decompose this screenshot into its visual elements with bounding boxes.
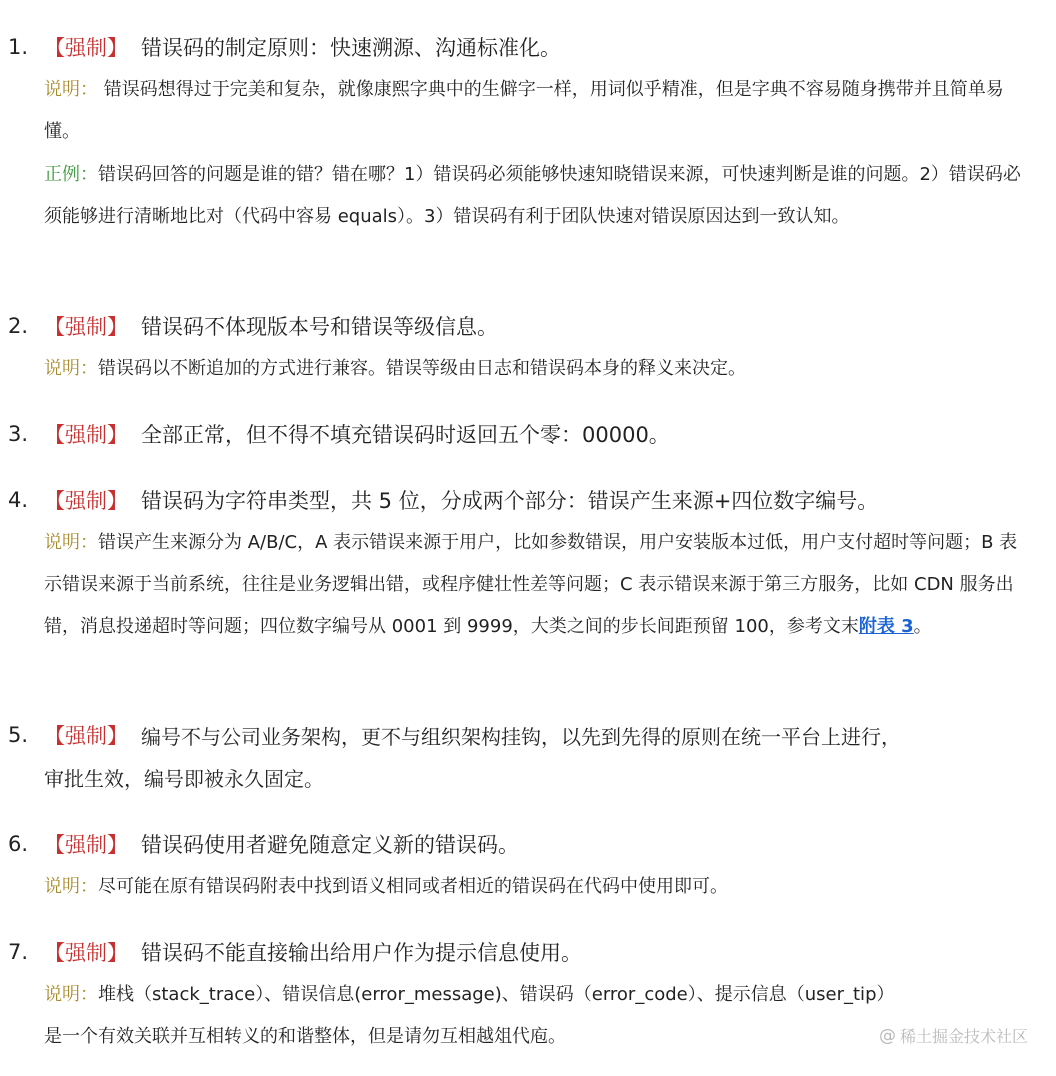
rule-note — [44, 866, 1028, 908]
watermark — [879, 1024, 1028, 1047]
note-text: 错误码想得过于完美和复杂，就像康熙字典中的生僻字一样，用词似乎精准，但是字典不容易随身携带并且简单易懂。 — [44, 79, 1004, 142]
note-label: 说明： — [44, 876, 98, 897]
rule-title-line-1: 编号不与公司业务架构，更不与组织架构挂钩，以先到先得的原则在统一平台上进行， — [141, 724, 901, 749]
rule-number: 5. — [8, 723, 29, 747]
mandatory-tag: 【强制】 — [44, 315, 128, 339]
note-label: 说明： — [44, 358, 98, 379]
mandatory-tag: 【强制】 — [44, 36, 128, 60]
note-label: 说明： — [44, 532, 98, 553]
rule-title: 错误码的制定原则：快速溯源、沟通标准化。 — [141, 36, 561, 60]
rule-note — [44, 69, 1028, 153]
rule-title: 错误码使用者避免随意定义新的错误码。 — [141, 833, 519, 857]
watermark-at-icon: @ — [878, 1025, 896, 1046]
appendix-link[interactable]: 附表 3 — [858, 616, 914, 637]
note-text: 堆栈（stack_trace）、错误信息(error_message)、错误码（error_code）、提示信息（user_tip）是一个有效关联并互相转义的和谐整体，但是请勿互相越俎代庖。 — [44, 984, 895, 1047]
rule-note — [44, 974, 896, 1058]
rule-number: 7. — [8, 940, 29, 964]
rule-title: 错误码为字符串类型，共 5 位，分成两个部分：错误产生来源+四位数字编号。 — [141, 489, 879, 513]
rule-title: 错误码不能直接输出给用户作为提示信息使用。 — [141, 941, 582, 965]
note-text: 错误码以不断追加的方式进行兼容。错误等级由日志和错误码本身的释义来决定。 — [98, 358, 746, 379]
example-text: 错误码回答的问题是谁的错？错在哪？1）错误码必须能够快速知晓错误来源，可快速判断是谁的问题。2）错误码必须能够进行清晰地比对（代码中容易 equals）。3）错误码有利于团队快速对错误原因达到一致认知。 — [44, 164, 1021, 227]
mandatory-tag: 【强制】 — [44, 833, 128, 857]
watermark-text: 稀土掘金技术社区 — [899, 1027, 1028, 1046]
rule-note — [44, 522, 1028, 648]
rule-title: 全部正常，但不得不填充错误码时返回五个零：00000。 — [141, 423, 670, 447]
rule-title-line-2: 审批生效，编号即被永久固定。 — [44, 766, 324, 791]
mandatory-tag: 【强制】 — [44, 489, 128, 513]
note-text: 错误产生来源分为 A/B/C，A 表示错误来源于用户，比如参数错误，用户安装版本过低，用户支付超时等问题；B 表示错误来源于当前系统，往往是业务逻辑出错，或程序健壮性差等问题；C 表示错误来源于第三方服务，比如 CDN 服务出错，消息投递超时等问题；四位数字编号从 0001 到 9999，大类之间的步长间距预留 100，参考文末 — [44, 532, 1018, 637]
mandatory-tag: 【强制】 — [44, 423, 128, 447]
mandatory-tag: 【强制】 — [44, 724, 128, 748]
rule-number: 3. — [8, 422, 29, 446]
rule-note — [44, 348, 1028, 390]
mandatory-tag: 【强制】 — [44, 941, 128, 965]
rule-title: 错误码不体现版本号和错误等级信息。 — [141, 315, 498, 339]
example-label: 正例： — [44, 164, 98, 185]
note-text: 尽可能在原有错误码附表中找到语义相同或者相近的错误码在代码中使用即可。 — [98, 876, 728, 897]
rule-example — [44, 154, 1028, 238]
rule-number: 4. — [8, 488, 29, 512]
rule-number: 2. — [8, 314, 29, 338]
note-label: 说明： — [44, 79, 98, 100]
rule-number: 1. — [8, 35, 29, 59]
note-label: 说明： — [44, 984, 98, 1005]
note-tail: 。 — [913, 616, 932, 637]
rule-number: 6. — [8, 832, 29, 856]
